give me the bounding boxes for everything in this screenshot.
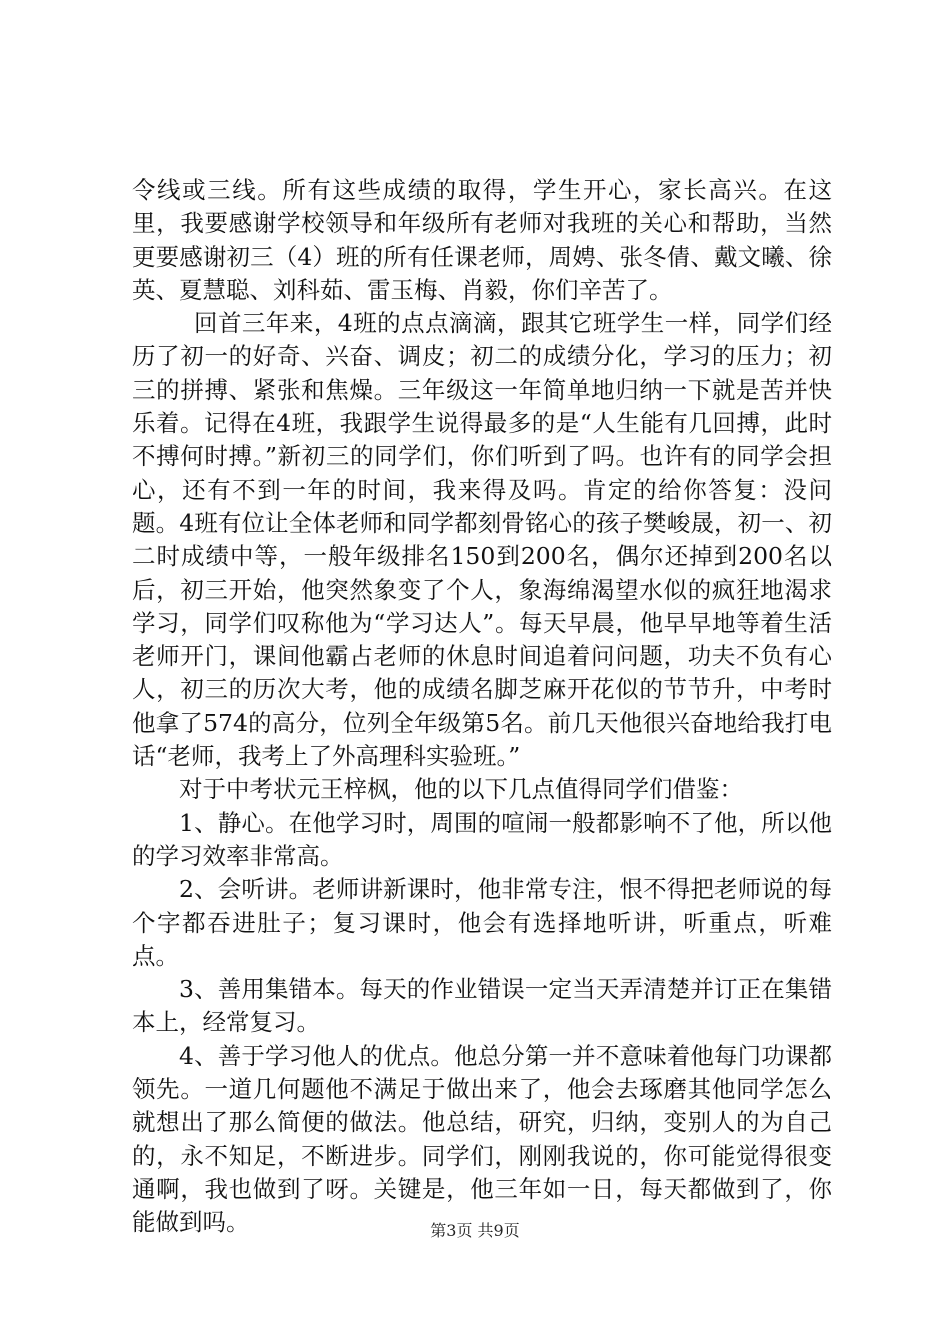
paragraph-tip-1: 1、静心。在他学习时，周围的喧闹一般都影响不了他，所以他的学习效率非常高。 — [132, 808, 832, 870]
paragraph-tip-2: 2、会听讲。老师讲新课时，他非常专注，恨不得把老师说的每个字都吞进肚子；复习课时，他会有选择地听讲，听重点，听难点。 — [132, 875, 832, 970]
paragraph-intro-tips: 对于中考状元王梓枫，他的以下几点值得同学们借鉴： — [179, 775, 743, 804]
paragraph-tip-4: 4、善于学习他人的优点。他总分第一并不意味着他每门功课都领先。一道几何题他不满足于做出来了，他会去琢磨其他同学怎么就想出了那么简便的做法。他总结，研究，归纳，变别人的为自己的，永不知足，不断进步。同学们，刚刚我说的，你可能觉得很变通啊，我也做到了呀。关键是，他三年如一日，每天都做到了，你能做到吗。 — [132, 1041, 832, 1237]
paragraph-thanks: 令线或三线。所有这些成绩的取得，学生开心，家长高兴。在这里，我要感谢学校领导和年级所有老师对我班的关心和帮助，当然更要感谢初三（4）班的所有任课老师，周娉、张冬倩、戴文曦、徐英、夏慧聪、刘科茹、雷玉梅、肖毅，你们辛苦了。 — [132, 176, 832, 304]
paragraph-review: 回首三年来，4班的点点滴滴，跟其它班学生一样，同学们经历了初一的好奇、兴奋、调皮；初二的成绩分化，学习的压力；初三的拼搏、紧张和焦燥。三年级这一年简单地归纳一下就是苦并快乐着。记得在4班，我跟学生说得最多的是“人生能有几回搏，此时不搏何时搏。”新初三的同学们，你们听到了吗。也许有的同学会担心，还有不到一年的时间，我来得及吗。肯定的给你答复：没问题。4班有位让全体老师和同学都刻骨铭心的孩子樊峻晟，初一、初二时成绩中等，一般年级排名150到200名，偶尔还掉到200名以后，初三开始，他突然象变了个人，象海绵渴望水似的疯狂地渴求学习，同学们叹称他为“学习达人”。每天早晨，他早早地等着生活老师开门，课间他霸占老师的休息时间追着问问题，功夫不负有心人，初三的历次大考，他的成绩名脚芝麻开花似的节节升，中考时他拿了574的高分，位列全年级第5名。前几天他很兴奋地给我打电话“老师，我考上了外高理科实验班。” — [132, 309, 832, 771]
paragraph-tip-3: 3、善用集错本。每天的作业错误一定当天弄清楚并订正在集错本上，经常复习。 — [132, 975, 832, 1037]
document-body — [132, 174, 832, 1240]
page-footer: 第3页 共9页 — [430, 1221, 520, 1240]
